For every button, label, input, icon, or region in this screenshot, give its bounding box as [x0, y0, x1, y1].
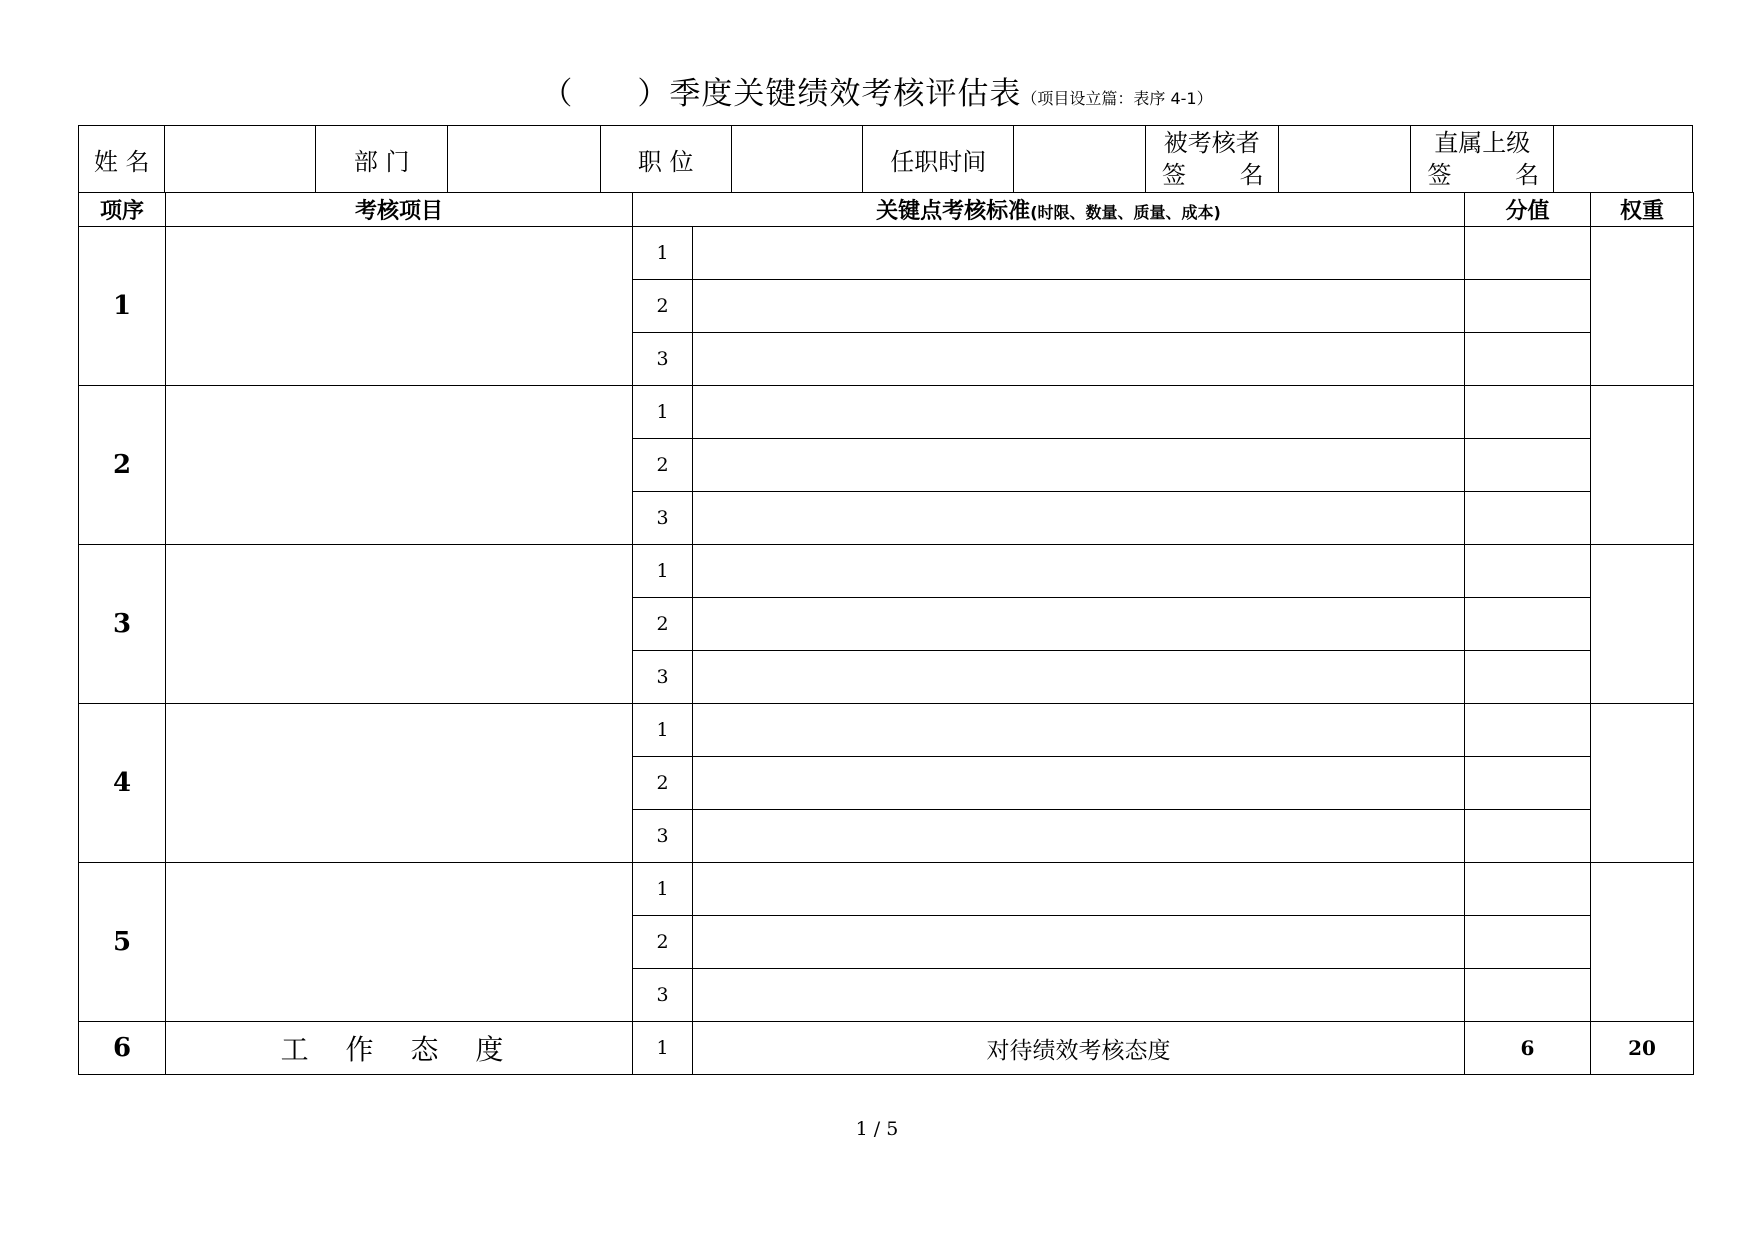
- position-label: 职 位: [600, 126, 731, 193]
- sub-index: 1: [633, 704, 693, 757]
- weight-field[interactable]: [1591, 863, 1694, 1022]
- item-name-field[interactable]: [166, 227, 633, 386]
- standard-field[interactable]: [693, 651, 1465, 704]
- table-row: [79, 863, 1694, 916]
- item-index: 3: [79, 545, 166, 704]
- assessee-signature-label: [1145, 126, 1278, 193]
- item-name-field[interactable]: [166, 704, 633, 863]
- item-index: 5: [79, 863, 166, 1022]
- score-field[interactable]: [1465, 227, 1591, 280]
- item-index: 4: [79, 704, 166, 863]
- item-name-field[interactable]: [166, 545, 633, 704]
- col-index-header: 项序: [79, 193, 166, 227]
- sub-index: 2: [633, 757, 693, 810]
- standard-field[interactable]: [693, 598, 1465, 651]
- table-row: [79, 545, 1694, 598]
- score-field[interactable]: [1465, 598, 1591, 651]
- sub-index: 3: [633, 810, 693, 863]
- standard-field[interactable]: [693, 810, 1465, 863]
- score-field[interactable]: [1465, 704, 1591, 757]
- form-title: [0, 68, 1754, 113]
- supervisor-signature-label: [1411, 126, 1554, 193]
- sub-index: 3: [633, 333, 693, 386]
- supervisor-signature-field[interactable]: [1554, 126, 1693, 193]
- supervisor-sign-char: 签: [1427, 161, 1452, 189]
- item-name-field[interactable]: [166, 386, 633, 545]
- sub-index: 2: [633, 916, 693, 969]
- score-field[interactable]: [1465, 545, 1591, 598]
- form-title-sub: （项目设立篇：表序 4-1）: [1021, 89, 1213, 108]
- standard-field[interactable]: [693, 545, 1465, 598]
- sub-index: 1: [633, 545, 693, 598]
- column-header-row: [79, 193, 1694, 227]
- score-field[interactable]: [1465, 386, 1591, 439]
- standard-field[interactable]: [693, 757, 1465, 810]
- standard-field[interactable]: [693, 439, 1465, 492]
- item-index: 2: [79, 386, 166, 545]
- assessee-signature-line2: [1146, 159, 1278, 191]
- department-field[interactable]: [448, 126, 601, 193]
- col-score-header: 分值: [1465, 193, 1591, 227]
- weight-field[interactable]: [1591, 545, 1694, 704]
- col-standard-sub: (时限、数量、质量、成本): [1030, 203, 1221, 222]
- standard-field[interactable]: [693, 227, 1465, 280]
- score-field[interactable]: [1465, 863, 1591, 916]
- standard-field[interactable]: [693, 863, 1465, 916]
- assessee-signature-field[interactable]: [1278, 126, 1411, 193]
- col-standard-main: 关键点考核标准: [876, 199, 1031, 224]
- standard-field[interactable]: [693, 916, 1465, 969]
- sub-index: 1: [633, 1022, 693, 1075]
- attitude-standard: 对待绩效考核态度: [693, 1022, 1465, 1075]
- weight-field[interactable]: [1591, 704, 1694, 863]
- attitude-score: 6: [1465, 1022, 1591, 1075]
- sub-index: 2: [633, 598, 693, 651]
- assessment-table: [78, 192, 1694, 1075]
- standard-field[interactable]: [693, 333, 1465, 386]
- score-field[interactable]: [1465, 333, 1591, 386]
- score-field[interactable]: [1465, 810, 1591, 863]
- table-row-attitude: [79, 1022, 1694, 1075]
- work-attitude-label: 工 作 态 度: [166, 1022, 633, 1075]
- score-field[interactable]: [1465, 651, 1591, 704]
- standard-field[interactable]: [693, 492, 1465, 545]
- name-field[interactable]: [165, 126, 316, 193]
- table-row: [79, 386, 1694, 439]
- standard-field[interactable]: [693, 386, 1465, 439]
- weight-field[interactable]: [1591, 386, 1694, 545]
- col-item-header: 考核项目: [166, 193, 633, 227]
- sub-index: 2: [633, 280, 693, 333]
- item-name-field[interactable]: [166, 863, 633, 1022]
- assessee-sign-char: 签: [1161, 161, 1186, 189]
- score-field[interactable]: [1465, 969, 1591, 1022]
- tenure-label: 任职时间: [863, 126, 1014, 193]
- table-row: [79, 227, 1694, 280]
- col-weight-header: 权重: [1591, 193, 1694, 227]
- sub-index: 3: [633, 492, 693, 545]
- score-field[interactable]: [1465, 916, 1591, 969]
- standard-field[interactable]: [693, 969, 1465, 1022]
- position-field[interactable]: [731, 126, 863, 193]
- form-title-main: （ ）季度关键绩效考核评估表: [541, 76, 1022, 112]
- supervisor-signature-line1: 直属上级: [1434, 129, 1531, 157]
- supervisor-name-char: 名: [1515, 161, 1540, 189]
- sub-index: 3: [633, 969, 693, 1022]
- item-index: 1: [79, 227, 166, 386]
- department-label: 部 门: [316, 126, 448, 193]
- table-row: [79, 704, 1694, 757]
- weight-field[interactable]: [1591, 227, 1694, 386]
- col-standard-header: [633, 193, 1465, 227]
- assessee-name-char: 名: [1239, 161, 1264, 189]
- sub-index: 3: [633, 651, 693, 704]
- name-label: 姓 名: [79, 126, 165, 193]
- score-field[interactable]: [1465, 280, 1591, 333]
- score-field[interactable]: [1465, 757, 1591, 810]
- attitude-weight: 20: [1591, 1022, 1694, 1075]
- sub-index: 1: [633, 227, 693, 280]
- sub-index: 1: [633, 863, 693, 916]
- item-index: 6: [79, 1022, 166, 1075]
- info-header-table: [78, 125, 1693, 193]
- score-field[interactable]: [1465, 492, 1591, 545]
- tenure-field[interactable]: [1014, 126, 1146, 193]
- score-field[interactable]: [1465, 439, 1591, 492]
- standard-field[interactable]: [693, 704, 1465, 757]
- standard-field[interactable]: [693, 280, 1465, 333]
- sub-index: 1: [633, 386, 693, 439]
- assessee-signature-line1: 被考核者: [1163, 129, 1260, 157]
- sub-index: 2: [633, 439, 693, 492]
- supervisor-signature-line2: [1411, 159, 1553, 191]
- page-number: 1 / 5: [855, 1118, 899, 1140]
